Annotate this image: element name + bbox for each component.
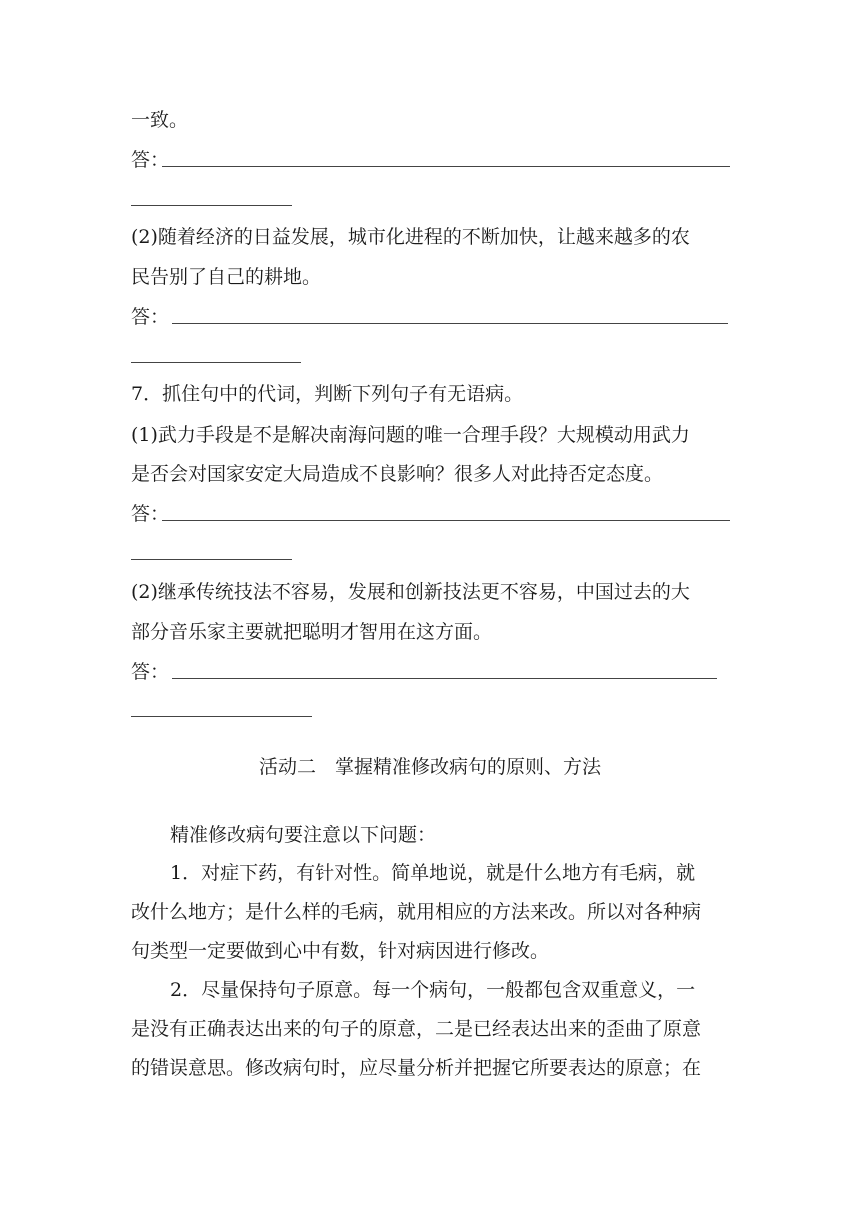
answer-line: [172, 323, 728, 324]
answer-label: 答：: [131, 661, 170, 683]
answer-line: [131, 559, 292, 560]
item1-line3: 句类型一定要做到心中有数，针对病因进行修改。: [131, 940, 550, 962]
q6-p1-tail: 一致。: [131, 109, 189, 131]
q7-p1-line2: 是否会对国家安定大局造成不良影响？很多人对此持否定态度。: [131, 463, 664, 485]
answer-label: 答：: [131, 503, 170, 525]
item1-line2: 改什么地方；是什么样的毛病，就用相应的方法来改。所以对各种病: [131, 901, 702, 923]
section-heading: 活动二 掌握精准修改病句的原则、方法: [258, 756, 601, 778]
activity2-intro: 精准修改病句要注意以下问题：: [170, 824, 437, 846]
answer-line: [131, 362, 301, 363]
answer-line: [162, 520, 730, 521]
q7-title: 7．抓住句中的代词，判断下列句子有无语病。: [131, 383, 524, 405]
answer-line: [131, 205, 292, 206]
item2-line1: 2．尽量保持句子原意。每一个病句，一般都包含双重意义，一: [170, 979, 696, 1001]
answer-line: [172, 678, 717, 679]
item2-line2: 是没有正确表达出来的句子的原意，二是已经表达出来的歪曲了原意: [131, 1018, 702, 1040]
answer-line: [131, 716, 312, 717]
answer-label: 答：: [131, 306, 170, 328]
answer-line: [162, 166, 730, 167]
q7-p2-line1: (2)继承传统技法不容易，发展和创新技法更不容易，中国过去的大: [131, 581, 690, 603]
answer-label: 答：: [131, 149, 170, 171]
item2-line3: 的错误意思。修改病句时，应尽量分析并把握它所要表达的原意；在: [131, 1057, 702, 1079]
q6-p2-line2: 民告别了自己的耕地。: [131, 266, 322, 288]
item1-line1: 1．对症下药，有针对性。简单地说，就是什么地方有毛病，就: [170, 862, 696, 884]
q7-p1-line1: (1)武力手段是不是解决南海问题的唯一合理手段？大规模动用武力: [131, 424, 690, 446]
q6-p2-line1: (2)随着经济的日益发展，城市化进程的不断加快，让越来越多的农: [131, 226, 690, 248]
q7-p2-line2: 部分音乐家主要就把聪明才智用在这方面。: [131, 621, 493, 643]
